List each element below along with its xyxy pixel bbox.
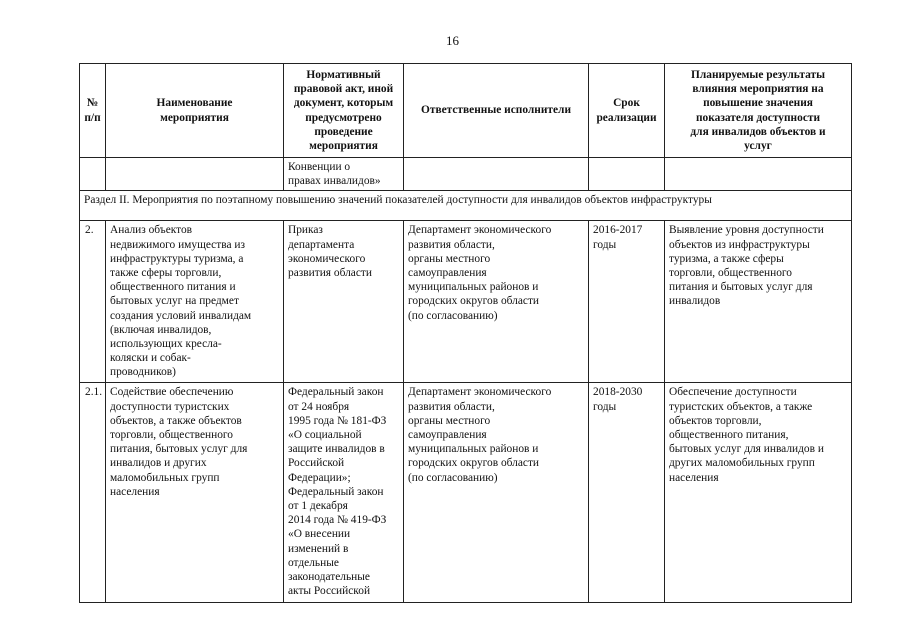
cell-name [106, 158, 284, 191]
cell-term [589, 158, 665, 191]
cell-result: Обеспечение доступности туристских объектов, а также объектов торговли, общественного питания, бытовых услуг для инвалидов и других маломобильных групп населения [665, 383, 852, 603]
header-event-name: Наименование мероприятия [106, 64, 284, 158]
cell-name: Анализ объектов недвижимого имущества из инфраструктуры туризма, а также сферы торговли, общественного питания и бытовых услуг на предмет создания условий инвалидам (включая инвалидов, использующих кресла- коляски и собак- проводников) [106, 221, 284, 383]
cell-term: 2018-2030 годы [589, 383, 665, 603]
table-row-continuation [80, 158, 852, 191]
cell-act: Конвенции о правах инвалидов» [284, 158, 404, 191]
header-legal-act: Нормативный правовой акт, иной документ, которым предусмотрено проведение мероприятия [284, 64, 404, 158]
cell-result: Выявление уровня доступности объектов из инфраструктуры туризма, а также сферы торговли, общественного питания и бытовых услуг для инвалидов [665, 221, 852, 383]
section-row [80, 191, 852, 221]
cell-act: Федеральный закон от 24 ноября 1995 года № 181-ФЗ «О социальной защите инвалидов в Российской Федерации»; Федеральный закон от 1 декабря 2014 года № 419-ФЗ «О внесении изменений в отдельные законодательные акты Российской [284, 383, 404, 603]
section-title: Раздел II. Мероприятия по поэтапному повышению значений показателей доступности для инвалидов объектов инфраструктуры [80, 191, 852, 221]
cell-name: Содействие обеспечению доступности туристских объектов, а также объектов торговли, общественного питания, бытовых услуг для инвалидов и других маломобильных групп населения [106, 383, 284, 603]
header-executors: Ответственные исполнители [404, 64, 589, 158]
header-results: Планируемые результаты влияния мероприятия на повышение значения показателя доступности для инвалидов объектов и услуг [665, 64, 852, 158]
cell-number: 2.1. [80, 383, 106, 603]
header-number: № п/п [80, 64, 106, 158]
cell-executors: Департамент экономического развития области, органы местного самоуправления муниципальных районов и городских округов области (по согласованию) [404, 221, 589, 383]
cell-executors [404, 158, 589, 191]
measures-table [79, 63, 852, 603]
page-number: 16 [446, 33, 459, 48]
cell-number [80, 158, 106, 191]
cell-number: 2. [80, 221, 106, 383]
table-row [80, 221, 852, 383]
cell-result [665, 158, 852, 191]
cell-executors: Департамент экономического развития области, органы местного самоуправления муниципальных районов и городских округов области (по согласованию) [404, 383, 589, 603]
table-header-row [80, 64, 852, 158]
header-term: Срок реализации [589, 64, 665, 158]
cell-act: Приказ департамента экономического развития области [284, 221, 404, 383]
table-row [80, 383, 852, 603]
cell-term: 2016-2017 годы [589, 221, 665, 383]
